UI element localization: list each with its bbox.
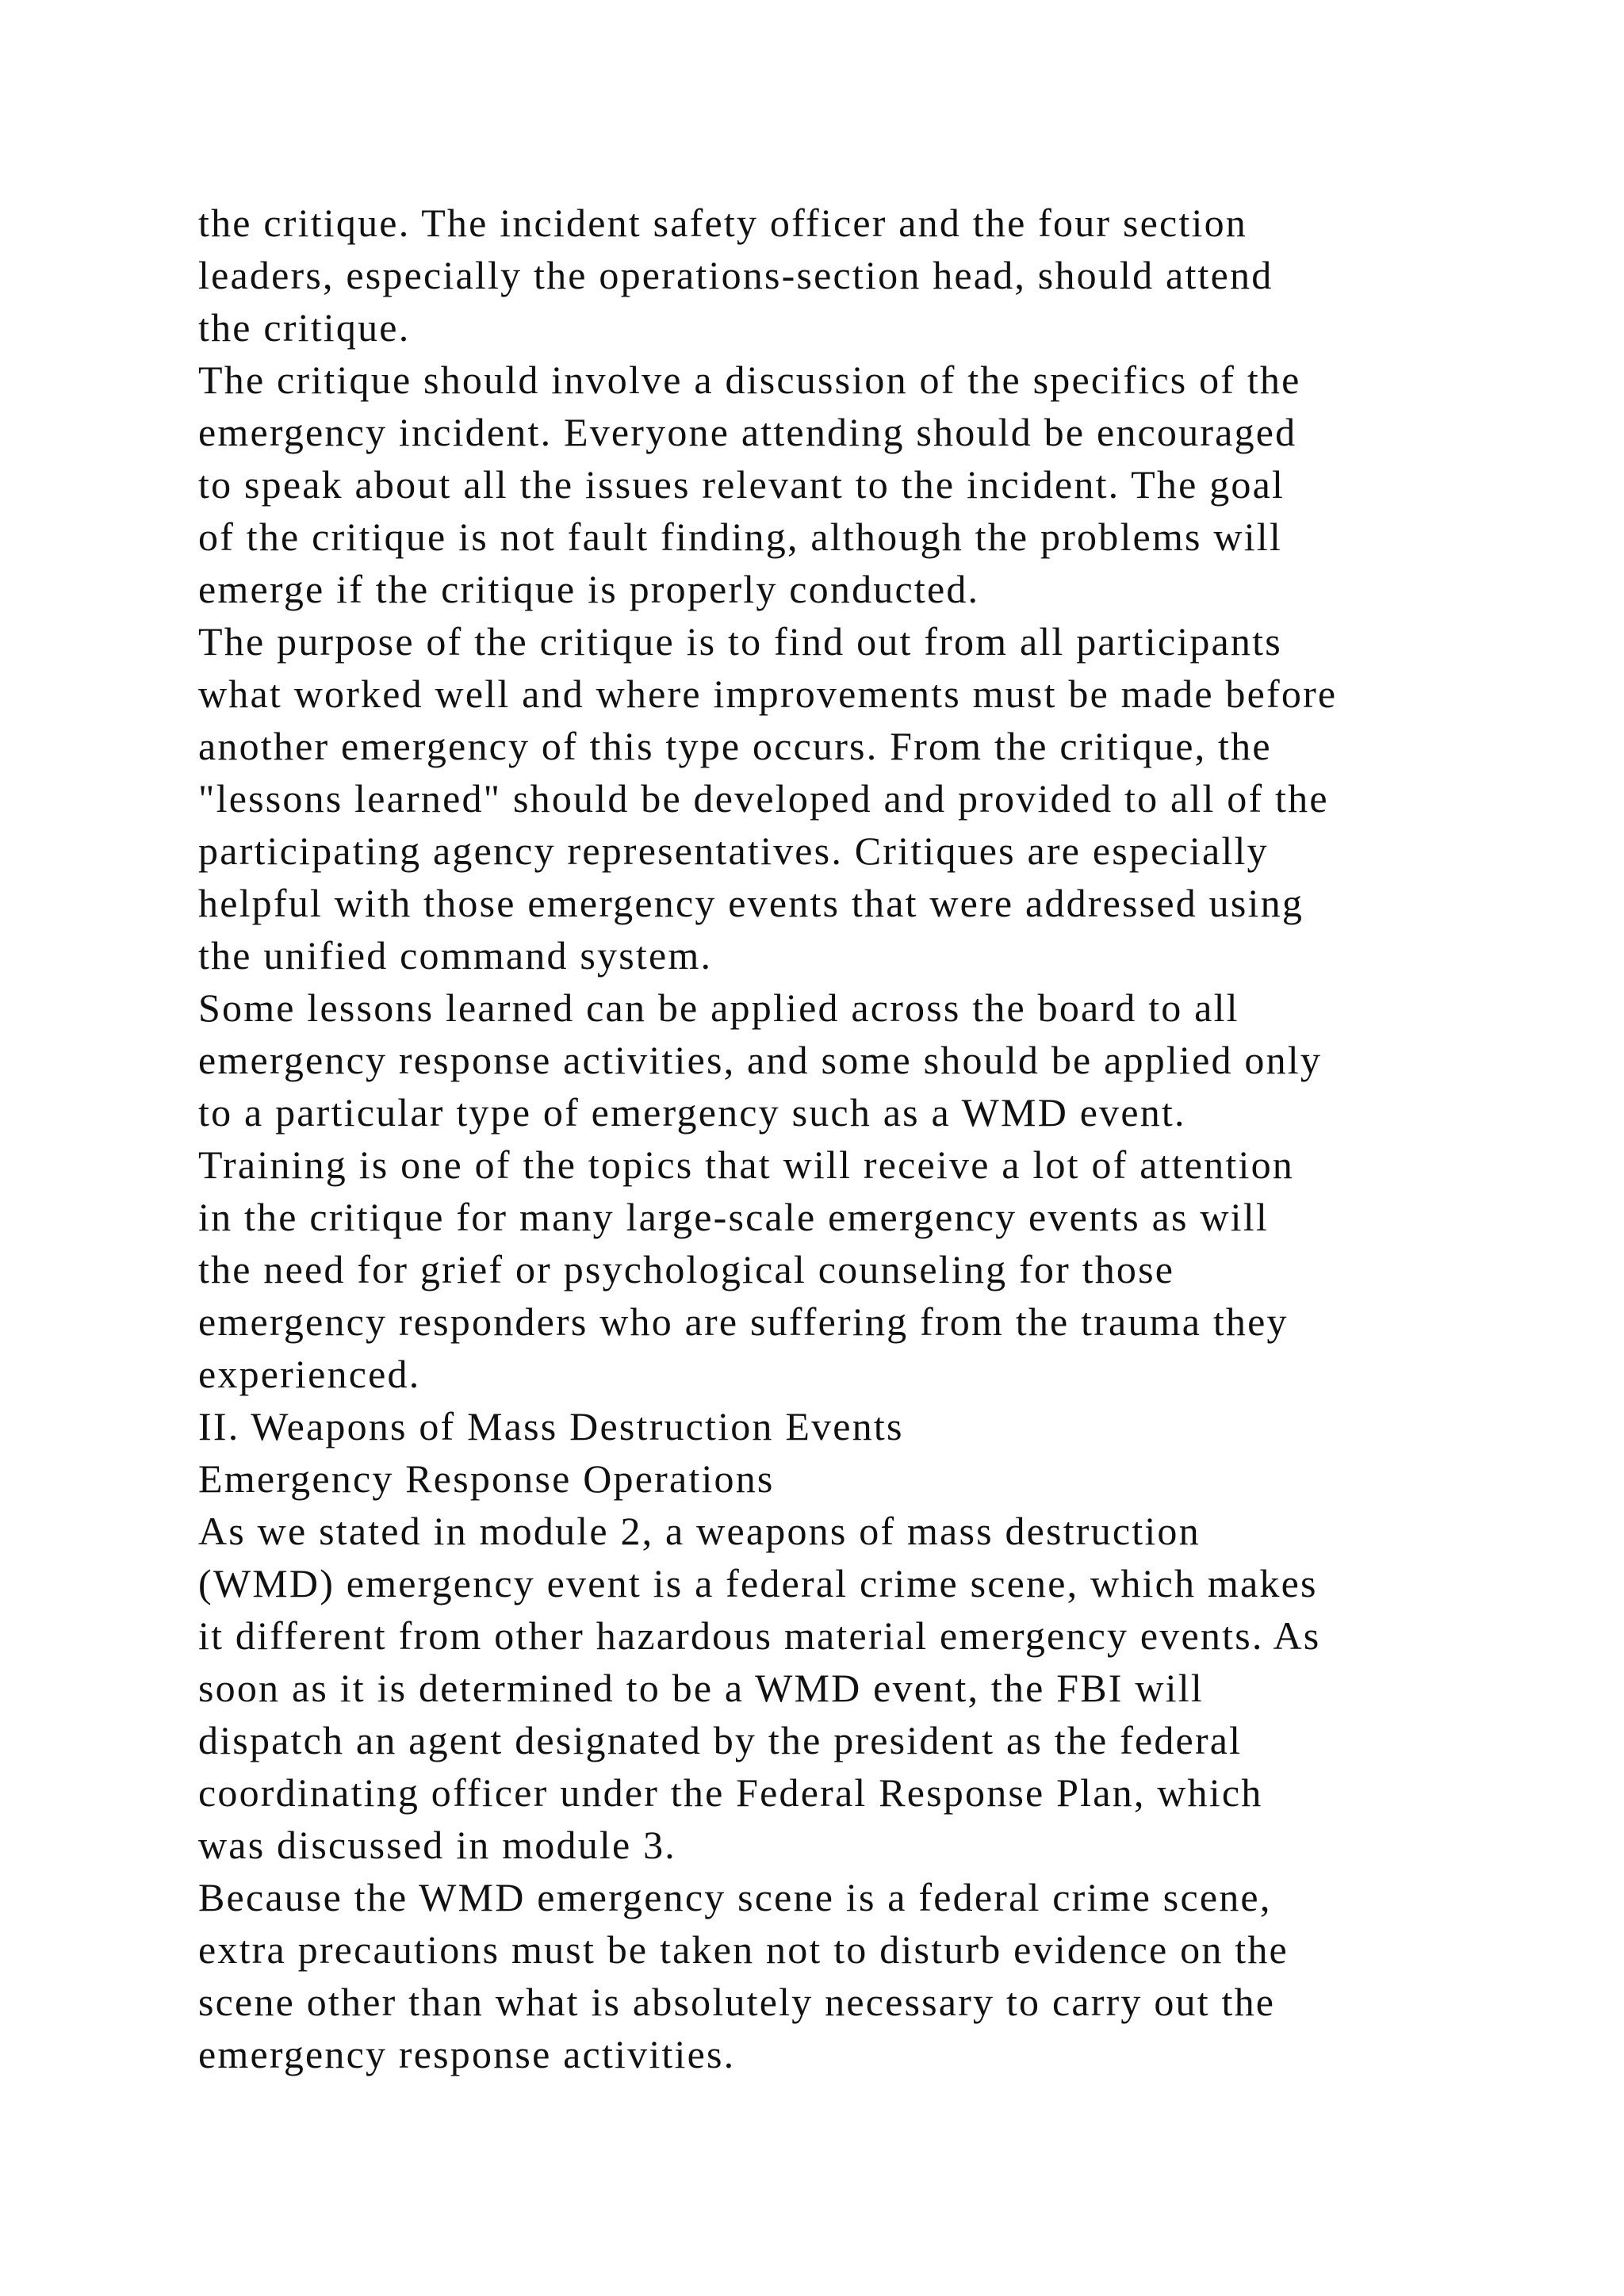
section-subheading: Emergency Response Operations bbox=[198, 1456, 775, 1501]
text-line: experienced. bbox=[198, 1352, 421, 1396]
text-line: extra precautions must be taken not to disturb evidence on the bbox=[198, 1927, 1289, 1972]
text-line: the unified command system. bbox=[198, 933, 713, 978]
text-line: emerge if the critique is properly conducted. bbox=[198, 567, 980, 611]
text-line: the critique. The incident safety officer and the four section bbox=[198, 201, 1247, 245]
text-line: The purpose of the critique is to find out from all participants bbox=[198, 619, 1282, 664]
text-line: it different from other hazardous material emergency events. As bbox=[198, 1613, 1321, 1658]
text-line: participating agency representatives. Critiques are especially bbox=[198, 828, 1269, 873]
text-line: emergency incident. Everyone attending should be encouraged bbox=[198, 410, 1297, 454]
text-line: As we stated in module 2, a weapons of mass destruction bbox=[198, 1509, 1201, 1553]
text-line: to a particular type of emergency such as a WMD event. bbox=[198, 1090, 1186, 1135]
document-body bbox=[198, 197, 1467, 2080]
text-line: emergency responders who are suffering from the trauma they bbox=[198, 1299, 1289, 1344]
text-line: the need for grief or psychological counseling for those bbox=[198, 1247, 1175, 1292]
text-line: dispatch an agent designated by the president as the federal bbox=[198, 1718, 1243, 1762]
text-line: coordinating officer under the Federal Response Plan, which bbox=[198, 1770, 1263, 1815]
text-line: emergency response activities, and some should be applied only bbox=[198, 1038, 1323, 1082]
text-line: of the critique is not fault finding, although the problems will bbox=[198, 515, 1282, 559]
text-line: helpful with those emergency events that were addressed using bbox=[198, 881, 1304, 925]
text-line: "lessons learned" should be developed and provided to all of the bbox=[198, 776, 1329, 821]
text-line: the critique. bbox=[198, 305, 411, 350]
text-line: Training is one of the topics that will receive a lot of attention bbox=[198, 1142, 1294, 1187]
text-line: what worked well and where improvements must be made before bbox=[198, 672, 1338, 716]
text-line: to speak about all the issues relevant to the incident. The goal bbox=[198, 462, 1285, 507]
text-line: Some lessons learned can be applied across the board to all bbox=[198, 985, 1239, 1030]
section-heading: II. Weapons of Mass Destruction Events bbox=[198, 1404, 904, 1448]
text-line: another emergency of this type occurs. From the critique, the bbox=[198, 724, 1272, 768]
text-line: scene other than what is absolutely necessary to carry out the bbox=[198, 1980, 1276, 2024]
text-line: in the critique for many large-scale emergency events as will bbox=[198, 1195, 1269, 1239]
text-line: soon as it is determined to be a WMD event, the FBI will bbox=[198, 1666, 1204, 1710]
text-line: The critique should involve a discussion of the specifics of the bbox=[198, 358, 1301, 402]
text-line: leaders, especially the operations-section head, should attend bbox=[198, 253, 1274, 297]
text-line: was discussed in module 3. bbox=[198, 1823, 676, 1867]
text-line: emergency response activities. bbox=[198, 2032, 736, 2076]
text-line: Because the WMD emergency scene is a federal crime scene, bbox=[198, 1875, 1272, 1919]
text-line: (WMD) emergency event is a federal crime scene, which makes bbox=[198, 1561, 1318, 1605]
